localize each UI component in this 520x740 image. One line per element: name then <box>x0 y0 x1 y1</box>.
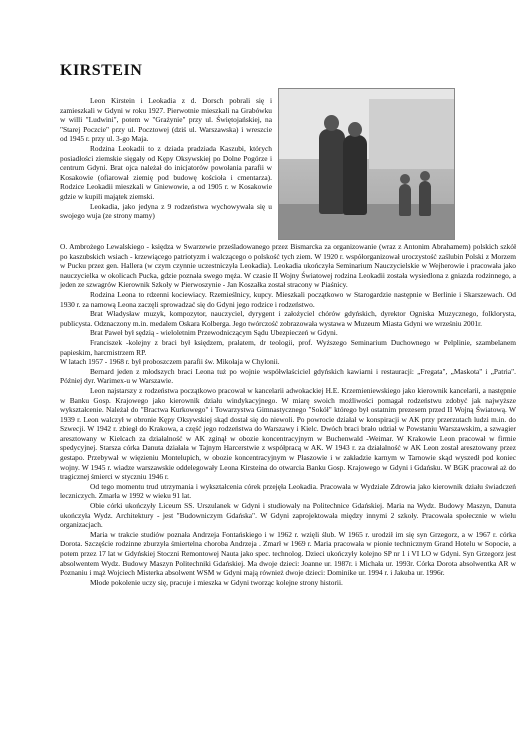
photo-figure-child <box>399 184 411 216</box>
paragraph: Młode pokolenie uczy się, pracuje i mieszka w Gdyni tworząc kolejne strony historii. <box>90 577 343 587</box>
paragraph: Od tego momentu trud utrzymania i wykształcenia córek przejęła Leokadia. Pracowała w Wydziale Zdrowia jako kierownik działu świadczeń leczniczych. Zmarła w 1992 w wieku 91 lat. <box>60 481 516 501</box>
paragraph: Leon najstarszy z rodzeństwa początkowo pracował w kancelarii adwokackiej H.E. Krzemieniewskiego jako kierownik kancelarii, a następnie w Banku Gosp. Krajowego jako kierownik działu windykacyjnego. W miarę swoich możliwości pomagał rodzeństwu zdobyć jak najwyższe wykształcenie. Należał do "Bractwa Kurkowego" i Towarzystwa Gimnastycznego "Sokół" którego był ostatnim prezesem przed II Wojną Światową. W 1939 r. Leon walczył w obronie Kępy Oksywskiej skąd dostał się do niewoli. Po powrocie działał w konspiracji w AK przy przerzutach ludzi m.in. do Szwecji. W 1942 r. zbiegł do Krakowa, a część jego rodzeństwa do Warszawy i Kielc. Dwóch braci brało udział w Powstaniu Warszawskim, a szwagier aresztowany w Kielcach za działalność w AK zginął w obozie koncentracyjnym w Buchenwald -Weimar. W Krakowie Leon pracował w firmie spedycyjnej. Starsza córka Danuta działała w Tajnym Harcerstwie z współpracą w AK. W 1943 r. za działalność w AK Leon został aresztowany przez gestapo. Przebywał w więzieniu Montelupich, w obozie koncentracyjnym w Płaszowie i w zakładzie karnym w Tarnowie skąd wyszedł pod koniec wojny. W 1945 r. wiadze warszawskie oddelegowały Leona Kirsteina do otwarcia Banku Gosp. Krajowego w Gdyni i Gdańsku. W BGK pracował aż do tragicznej śmierci w styczniu 1946 r. <box>60 385 516 482</box>
photo-head-man <box>324 115 339 131</box>
paragraph: Leokadia, jako jedyna z 9 rodzeństwa wychowywała się u swojego wuja (ze strony mamy) <box>60 201 272 221</box>
family-photo <box>278 88 455 240</box>
intro-text-column <box>60 96 272 221</box>
paragraph: Rodzina Leokadii to z dziada pradziada Kaszubi, których posiadłości ziemskie sięgały od Kępy Oksywskiej po Dolne Pogórze i centrum Gdyni. Brat ojca należał do inicjatorów powołania parafii w Kosakowie (ofiarował ziemię pod budowę kościoła i cmentarza). Rodzice Leokadii mieszkali w Gniewowie, a od 1905 r. w Kosakowie gdzie w kupili majątek ziemski. <box>60 143 272 201</box>
paragraph: Franciszek -kolejny z braci był księdzem, prałatem, dr teologii, prof. Wyższego Seminarium Duchownego w Pelplinie, szambelanem papieskim, harcmistrzem RP. <box>60 337 516 357</box>
photo-head-child <box>400 174 410 184</box>
body-text <box>60 242 516 587</box>
photo-building <box>369 99 454 169</box>
paragraph: Brat Paweł był sędzią - wieloletnim Przewodniczącym Sądu Ubezpieczeń w Gdyni. <box>90 328 338 338</box>
paragraph: Maria w trakcie studiów poznała Andrzeja Fontańskiego i w 1962 r. wzięli ślub. W 1965 r. urodził im się syn Grzegorz, a w 1967 r. córka Dorota. Szczęście rodzinne zburzyła śmiertelna choroba Andrzeja . Zmarł w 1969 r. Maria pracowała w pionie technicznym Grand Hotelu w Sopocie, a potem przez 17 lat w Gdyńskiej Stoczni Remontowej Nauta jako spec. technolog. Dzieci ukończyły kolejno SP nr 1 i VI LO w Gdyni. Syn Grzegorz jest absolwentem Wydz. Budowy Maszyn Politechniki Gdańskiej. Ma dwoje dzieci: Joanne ur. 1987r. i Michała ur. 1993r. Córka Dorota absolwentka AR w Poznaniu i mąż Wojciech Misterka absolwent WSM w Gdyni mają również dwoje dzieci: Dominike ur. 1994 r. i Jakuba ur. 1996r. <box>60 529 516 578</box>
photo-figure-man <box>319 129 345 214</box>
paragraph: W latach 1957 - 1968 r. był proboszczem parafii św. Mikołaja w Chylonii. <box>60 357 280 367</box>
paragraph: Bernard jeden z młodszych braci Leona tuż po wojnie współwłaściciel gdyńskich kawiarni i restauracji: „Fregata", „Maskota" i „Patria". Później dyr. Warimex-u w Warszawie. <box>60 366 516 386</box>
paragraph: Leon Kirstein i Leokadia z d. Dorsch pobrali się i zamieszkali w Gdyni w roku 1927. Pierwotnie mieszkali na Grabówku w willi "Ludwini", potem w "Grażynie" przy ul. Świętojańskiej, na "Starej Poczcie" przy ul. Pocztowej (dziś ul. Warszawska) i wreszcie od 1945 r. przy ul. 3-go Maja. <box>60 96 272 144</box>
paragraph: Brat Władysław muzyk, kompozytor, nauczyciel, dyrygent i założyciel chórów gdyńskich, dyrektor Ogniska Muzycznego, folklorysta, publicysta. Odznaczony m.in. medalem Oskara Kolberga. Jego twórczość zobrazowała wystawa w Muzeum Miasta Gdyni we wrześniu 2001r. <box>60 309 516 328</box>
paragraph: Obie córki ukończyły Liceum SS. Urszulanek w Gdyni i studiowały na Politechnice Gdańskiej. Maria na Wydz. Budowy Maszyn, Danuta ukończyła Wydz. Architektury - jest "Budowniczym Gdańska". W Gdyni zaprojektowała między innymi 2 szkoły. Pracowała społecznie w wielu organizacjach. <box>60 501 516 530</box>
paragraph: Rodzina Leona to rdzenni kociewiacy. Rzemieślnicy, kupcy. Mieszkali początkowo w Starogardzie następnie w Berlinie i Skarszewach. Od 1930 r. za namową Leona zaczęli sprowadzać się do Gdyni jego rodzice i rodzeństwo. <box>60 289 516 309</box>
photo-head-woman <box>348 122 362 137</box>
document-title: KIRSTEIN <box>60 62 143 79</box>
photo-figure-woman <box>343 135 367 215</box>
photo-head-child <box>420 171 430 181</box>
paragraph: O. Ambrożego Lewalskiego - księdza w Swarzewie prześladowanego przez Bismarcka za organizowanie (wraz z Antonim Abrahamem) polskich szkół po kaszubskich wsiach - krzewiącego patriotyzm i walczącego o polskość tych ziem. W 1920 r. współorganizował uroczystość zaślubin Polski z Morzem w Pucku przez gen. Hallera (w czym czynnie uczestniczyła Leokadia). Leokadia ukończyła Seminarium Nauczycielskie w Wejherowie i pracowała jako nauczycielka w okolicach Pucka, gdzie poznała swego męża. W czasie II Wojny Światowej rodzina Leokadii została wysiedlona z gniazda rodzinnego, a jeden ze szwagrów Kierownik Szkoły w Pierwoszynie - Jan Koszałka został stracony w Piaśnicy. <box>60 242 516 290</box>
photo-figure-child <box>419 181 431 216</box>
